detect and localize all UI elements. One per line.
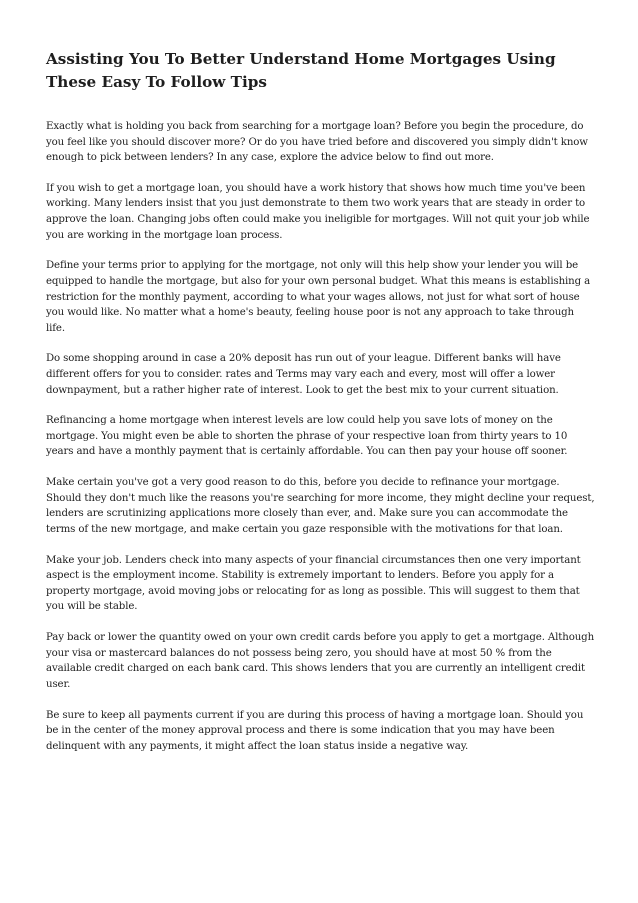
paragraph: If you wish to get a mortgage loan, you should have a work history that shows how much time you've been working. Many lenders insist that you just demonstrate to them two work years that are steady in order to approve the loan. Changing jobs often could make you ineligible for mortgages. Will not quit your job while you are working in the mortgage loan process. [46, 182, 590, 241]
paragraph: Pay back or lower the quantity owed on your own credit cards before you apply to get a mortgage. Although your visa or mastercard balances do not possess being zero, you should have at most 50 % from the available credit charged on each bank card. This shows lenders that you are currently an intelligent credit user. [46, 632, 595, 690]
paragraph: Define your terms prior to applying for the mortgage, not only will this help show your lender you will be equipped to handle the mortgage, but also for your own personal budget. What this means is establishing a restriction for the monthly payment, according to what your wages allows, not just for what sort of house you would like. No matter what a home's beauty, feeling house poor is not any approach to take through life. [46, 260, 591, 334]
paragraph: Refinancing a home mortgage when interest levels are low could help you save lots of money on the mortgage. You might even be able to shorten the phrase of your respective loan from thirty years to 10 years and have a monthly payment that is certainly affordable. You can then pay your house off sooner. [46, 415, 568, 458]
paragraph: Be sure to keep all payments current if you are during this process of having a mortgage loan. Should you be in the center of the money approval process and there is some indication that you may have been delinquent with any payments, it might affect the loan status inside a negative way. [46, 709, 584, 752]
paragraph: Do some shopping around in case a 20% deposit has run out of your league. Different banks will have different offers for you to consider. rates and Terms may vary each and every, most will offer a lower downpayment, but a rather higher rate of interest. Look to get the best mix to your current situation. [46, 353, 561, 396]
document-page [46, 48, 596, 769]
paragraph: Make your job. Lenders check into many aspects of your financial circumstances then one very important aspect is the employment income. Stability is extremely important to lenders. Before you apply for a property mortgage, avoid moving jobs or relocating for as long as possible. This will suggest to them that you will be stable. [46, 554, 581, 613]
paragraph: Exactly what is holding you back from searching for a mortgage loan? Before you begin the procedure, do you feel like you should discover more? Or do you have tried before and discovered you simply didn't know enough to pick between lenders? In any case, explore the advice below to find out more. [46, 121, 588, 164]
document-title: Assisting You To Better Understand Home Mortgages Using These Easy To Follow Tips [46, 50, 556, 91]
paragraph: Make certain you've got a very good reason to do this, before you decide to refinance your mortgage. Should they don't much like the reasons you're searching for more income, they might decline your request, lenders are scrutinizing applications more closely than ever, and. Make sure you can accommodate the terms of the new mortgage, and make certain you gaze responsible with the motivations for that loan. [46, 477, 595, 535]
